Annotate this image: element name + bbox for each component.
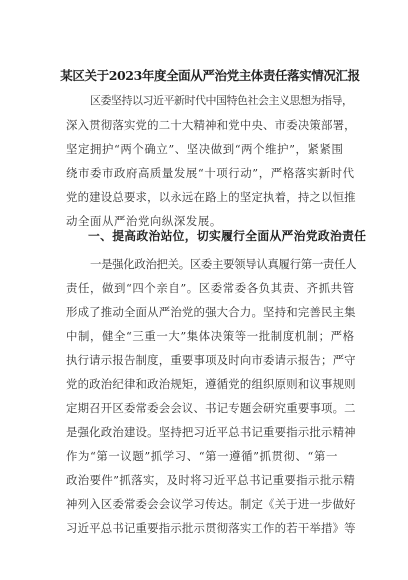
paragraph-line: 习近平总书记重要指示批示贯彻落实工作的若干举措》等 <box>66 521 356 535</box>
paragraph-line: 定期召开区委常委会会议、书记专题会研究重要事项。二 <box>66 401 356 415</box>
intro-paragraph <box>66 89 356 233</box>
paragraph-line: 作为“第一议题”抓学习、“第一遵循”抓贯彻、“第一 <box>66 449 338 463</box>
paragraph-line: 政治要件”抓落实，及时将习近平总书记重要指示批示精 <box>66 473 356 487</box>
paragraph-line: 深入贯彻落实党的二十大精神和党中央、市委决策部署， <box>66 118 356 132</box>
paragraph-line: 中制，健全“三重一大”集体决策等一批制度机制；严格 <box>66 329 355 343</box>
paragraph-line: 党的政治纪律和政治规矩，遵循党的组织原则和议事规则 <box>66 377 356 391</box>
paragraph-line: 神列入区委常委会会议学习传达。制定《关于进一步做好 <box>66 497 356 511</box>
paragraph-line: 区委坚持以习近平新时代中国特色社会主义思想为指导， <box>90 94 353 107</box>
paragraph-line: 形成了推动全面从严治党的强大合力。坚持和完善民主集 <box>66 305 356 319</box>
paragraph-line: 一是强化政治把关。区委主要领导认真履行第一责任人 <box>90 257 357 271</box>
paragraph-line: 执行请示报告制度，重要事项及时向市委请示报告；严守 <box>66 353 356 367</box>
paragraph-line: 是强化政治建设。坚持把习近平总书记重要指示批示精神 <box>66 425 356 439</box>
document-title: 某区关于2023年度全面从严治党主体责任落实情况汇报 <box>60 68 360 83</box>
paragraph-line: 党的建设总要求，以永远在路上的坚定执着，持之以恒推 <box>66 190 356 204</box>
paragraph-line: 责任，做到“四个亲自”。区委常委各负其责、齐抓共管 <box>66 281 355 295</box>
paragraph-line: 绕市委市政府高质量发展“十项行动”，严格落实新时代 <box>66 166 355 180</box>
section-heading: 一、提高政治站位，切实履行全面从严治党政治责任 <box>88 229 367 243</box>
paragraph-line: 动全面从严治党向纵深发展。 <box>66 214 222 228</box>
section-body-paragraph <box>66 252 356 540</box>
paragraph-line: 坚定拥护“两个确立”、坚决做到“两个维护”，紧紧围 <box>66 142 344 156</box>
